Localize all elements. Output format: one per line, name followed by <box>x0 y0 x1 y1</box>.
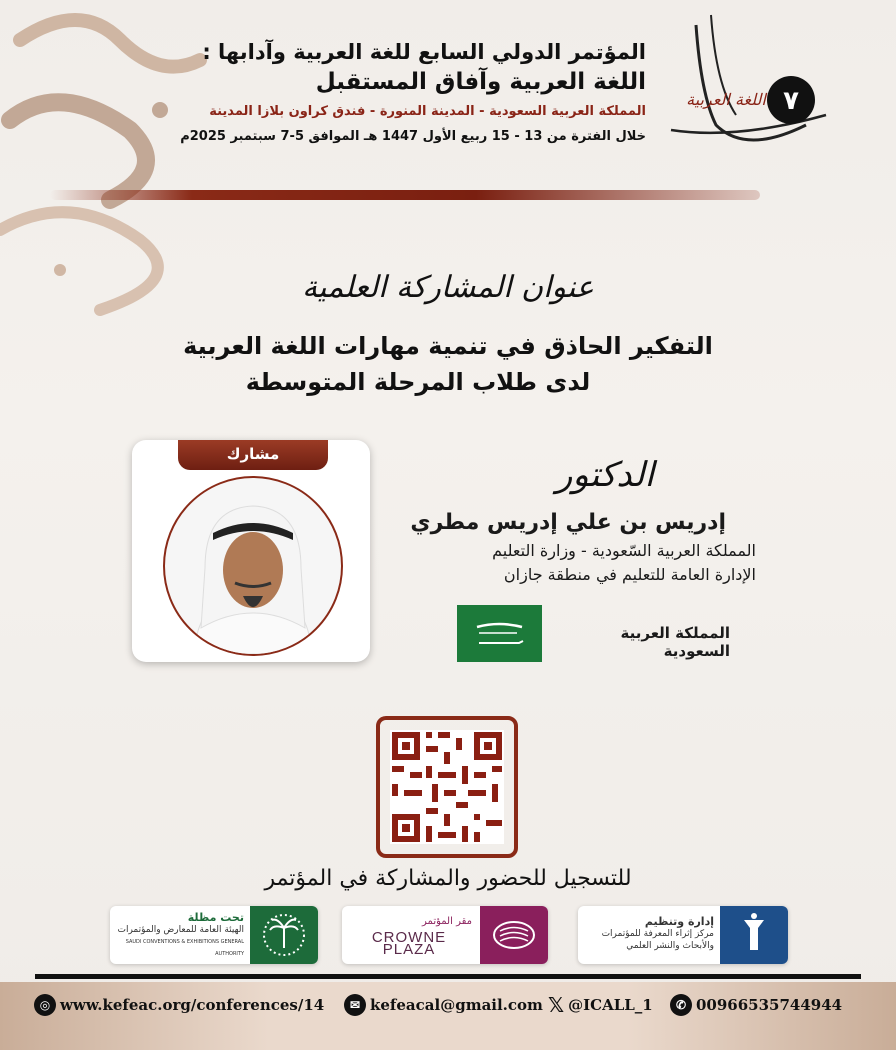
sponsor-kefeac <box>578 906 788 964</box>
header-line-2: اللغة العربية وآفاق المستقبل <box>315 69 646 95</box>
edition-number: ٧ <box>783 86 799 116</box>
saudi-flag-icon <box>457 605 542 662</box>
palm-logo-icon <box>250 906 318 964</box>
x-handle-text[interactable]: @ICALL_1 <box>568 996 653 1014</box>
registration-caption: للتسجيل للحضور والمشاركة في المؤتمر <box>264 866 632 891</box>
paper-title-line-2: لدى طلاب المرحلة المتوسطة <box>245 368 591 396</box>
participant-photo <box>163 476 343 656</box>
header-location: المملكة العربية السعودية - المدينة المنورة - فندق كراون بلازا المدينة <box>209 104 646 119</box>
participant-name: إدريس بن علي إدريس مطري <box>410 510 726 535</box>
footer-email[interactable] <box>344 990 543 1020</box>
conference-logo <box>656 5 841 160</box>
sponsor-right-label: إدارة وتنظيم <box>644 915 714 928</box>
phone-text[interactable]: 00966535744944 <box>696 996 843 1014</box>
sponsor-sceg <box>110 906 318 964</box>
header-line-1: المؤتمر الدولي السابع للغة العربية وآدابها : <box>202 40 646 64</box>
crowne-plaza-logo-icon <box>480 906 548 964</box>
whatsapp-icon: ✆ <box>670 994 692 1016</box>
footer-x[interactable] <box>548 990 653 1020</box>
sponsor-center-label: مقر المؤتمر <box>422 916 472 927</box>
registration-qr-code[interactable] <box>376 716 518 858</box>
mail-icon: ✉ <box>344 994 366 1016</box>
website-text[interactable]: www.kefeac.org/conferences/14 <box>60 996 325 1014</box>
participant-affiliation-2: الإدارة العامة للتعليم في منطقة جازان <box>503 565 756 584</box>
logo-text: اللغة العربية <box>686 90 766 109</box>
sponsor-left-en: SAUDI CONVENTIONS & EXHIBITIONS GENERAL AUTHORITY <box>125 939 244 957</box>
footer-divider <box>35 974 861 979</box>
header-dates: خلال الفترة من 13 - 15 ربيع الأول 1447 هـ الموافق 5-7 سبتمبر 2025م <box>180 129 646 144</box>
email-text[interactable]: kefeacal@gmail.com <box>370 996 543 1014</box>
x-logo-icon: 𝕏 <box>548 993 565 1017</box>
paper-title-line-1: التفكير الحاذق في تنمية مهارات اللغة العربية <box>183 332 713 360</box>
participant-affiliation-1: المملكة العربية السّعودية - وزارة التعليم <box>492 541 756 560</box>
sponsor-center-name: CROWNE PLAZA <box>371 929 447 958</box>
participant-badge: مشارك <box>178 440 328 470</box>
participant-country: المملكة العربية السعودية <box>620 624 730 660</box>
sponsor-left-name: الهيئة العامة للمعارض والمؤتمرات <box>117 925 244 935</box>
section-title: عنوان المشاركة العلمية <box>302 270 594 305</box>
paper-title <box>0 328 896 400</box>
participant-info <box>396 508 756 586</box>
globe-icon: ◎ <box>34 994 56 1016</box>
footer-phone[interactable] <box>670 990 842 1020</box>
sponsor-right-name: مركز إثراء المعرفة للمؤتمرات والأبحاث والنشر العلمي <box>601 929 714 951</box>
conference-header <box>86 38 646 144</box>
kefeac-logo-icon <box>720 906 788 964</box>
footer-website[interactable] <box>34 990 324 1020</box>
participant-title: الدكتور <box>555 455 655 495</box>
sponsor-left-label: تحت مظلة <box>187 911 244 924</box>
sponsor-crowne-plaza <box>342 906 548 964</box>
header-divider <box>50 190 760 200</box>
